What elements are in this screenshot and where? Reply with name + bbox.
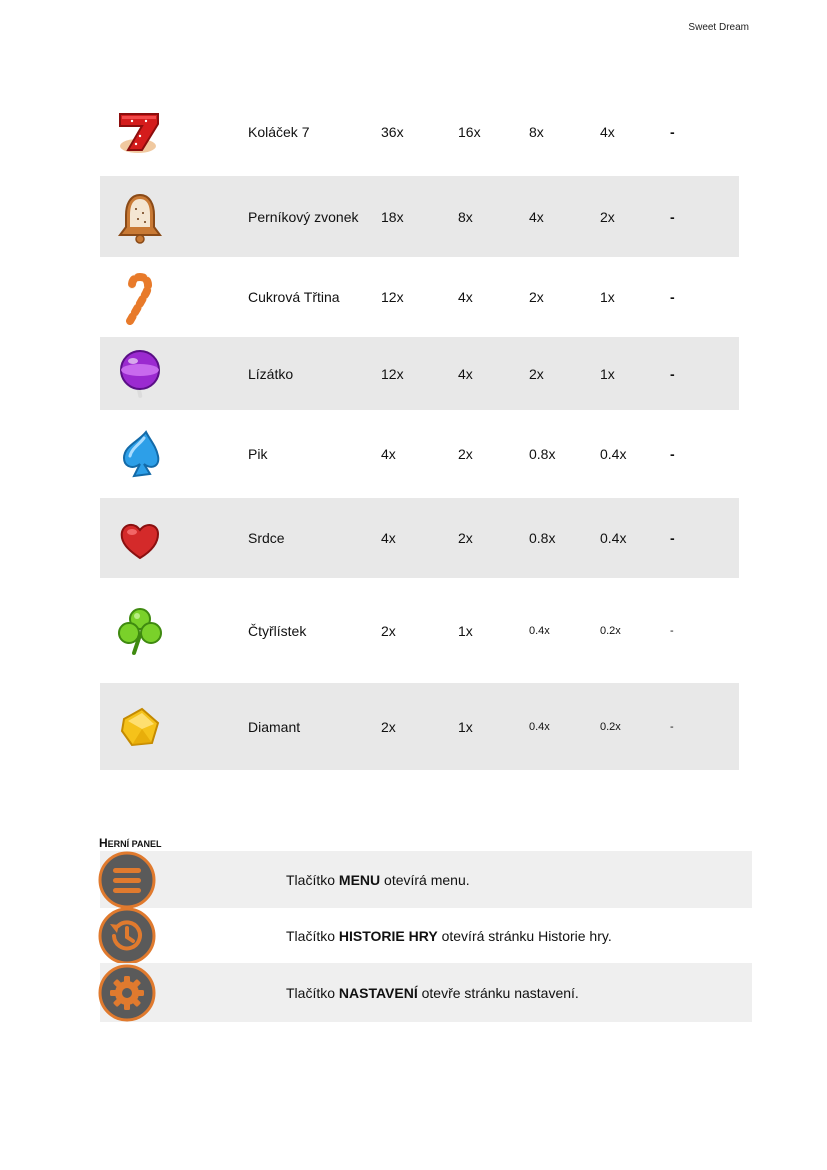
payout-3: 2x	[529, 289, 544, 305]
paytable-row	[100, 578, 739, 683]
payout-3: 2x	[529, 365, 544, 382]
paytable-row	[100, 176, 739, 257]
settings-gear-icon[interactable]	[98, 964, 156, 1022]
symbol-name: Srdce	[248, 530, 285, 546]
game-panel-item-history	[100, 908, 752, 963]
symbol-name: Cukrová Třtina	[248, 289, 340, 305]
payout-5: 36x	[381, 124, 404, 140]
paytable-row	[100, 498, 739, 578]
payout-4: 1x	[458, 622, 473, 639]
symbol-name: Pik	[248, 446, 268, 462]
menu-icon[interactable]	[98, 851, 156, 909]
payout-5: 18x	[381, 208, 404, 225]
payout-3: 0.8x	[529, 446, 556, 462]
payout-2: 4x	[600, 124, 615, 140]
payout-2: 0.2x	[600, 720, 621, 733]
item-text-bold: MENU	[338, 871, 381, 888]
paytable	[100, 88, 739, 770]
game-panel-heading	[99, 836, 162, 850]
payout-3: 0.8x	[529, 530, 556, 546]
payout-2: 0.2x	[600, 624, 621, 637]
payout-4: 2x	[458, 530, 473, 546]
lollipop-icon	[112, 346, 168, 402]
item-text-suffix: otevře stránku nastavení.	[417, 984, 579, 1001]
payout-3: 0.4x	[529, 624, 550, 637]
payout-3: 8x	[529, 124, 544, 140]
payout-4: 16x	[458, 124, 481, 140]
payout-5: 2x	[381, 718, 396, 735]
payout-2: 1x	[600, 365, 615, 382]
paytable-row	[100, 257, 739, 337]
payout-1: -	[670, 624, 674, 637]
symbol-name: Diamant	[248, 718, 301, 735]
payout-1: -	[670, 124, 675, 140]
paytable-row	[100, 410, 739, 498]
game-panel-item-text	[286, 872, 470, 888]
heart-icon	[112, 510, 168, 566]
payout-3: 4x	[529, 208, 544, 225]
item-text-prefix: Tlačítko	[286, 871, 339, 888]
symbol-name: Čtyřlístek	[248, 622, 307, 639]
payout-1: -	[670, 720, 674, 733]
payout-1: -	[670, 365, 675, 382]
payout-1: -	[670, 289, 675, 305]
payout-1: -	[670, 530, 675, 546]
gingerbread-bell-icon	[112, 189, 168, 245]
item-text-suffix: otevírá stránku Historie hry.	[437, 927, 612, 944]
payout-4: 2x	[458, 446, 473, 462]
payout-4: 8x	[458, 208, 473, 225]
payout-5: 2x	[381, 622, 396, 639]
game-panel-item-settings	[100, 963, 752, 1022]
paytable-row	[100, 88, 739, 176]
game-panel-item-menu	[100, 851, 752, 908]
diamond-icon	[112, 699, 168, 755]
paytable-row	[100, 337, 739, 410]
payout-1: -	[670, 208, 675, 225]
item-text-bold: NASTAVENÍ	[338, 984, 418, 1001]
item-text-prefix: Tlačítko	[286, 984, 339, 1001]
symbol-name: Lízátko	[248, 365, 294, 382]
payout-4: 4x	[458, 289, 473, 305]
history-icon[interactable]	[98, 907, 156, 965]
game-panel-heading-initial: H	[99, 836, 108, 850]
payout-4: 4x	[458, 365, 473, 382]
spade-icon	[112, 426, 168, 482]
payout-2: 0.4x	[600, 530, 627, 546]
cookie-7-icon	[112, 104, 168, 160]
game-panel-item-text	[286, 928, 612, 944]
payout-3: 0.4x	[529, 720, 550, 733]
symbol-name: Perníkový zvonek	[248, 208, 359, 225]
payout-5: 12x	[381, 365, 404, 382]
payout-5: 4x	[381, 530, 396, 546]
payout-1: -	[670, 446, 675, 462]
payout-5: 12x	[381, 289, 404, 305]
paytable-row	[100, 683, 739, 770]
document-header-title: Sweet Dream	[688, 22, 749, 33]
item-text-suffix: otevírá menu.	[380, 871, 470, 888]
payout-4: 1x	[458, 718, 473, 735]
payout-5: 4x	[381, 446, 396, 462]
item-text-prefix: Tlačítko	[286, 927, 339, 944]
payout-2: 1x	[600, 289, 615, 305]
game-panel-item-text	[286, 985, 579, 1001]
clover-icon	[112, 603, 168, 659]
payout-2: 2x	[600, 208, 615, 225]
game-panel-heading-rest: ERNÍ PANEL	[107, 839, 162, 849]
symbol-name: Koláček 7	[248, 124, 310, 140]
candy-cane-icon	[112, 269, 168, 325]
item-text-bold: HISTORIE HRY	[338, 927, 438, 944]
payout-2: 0.4x	[600, 446, 627, 462]
